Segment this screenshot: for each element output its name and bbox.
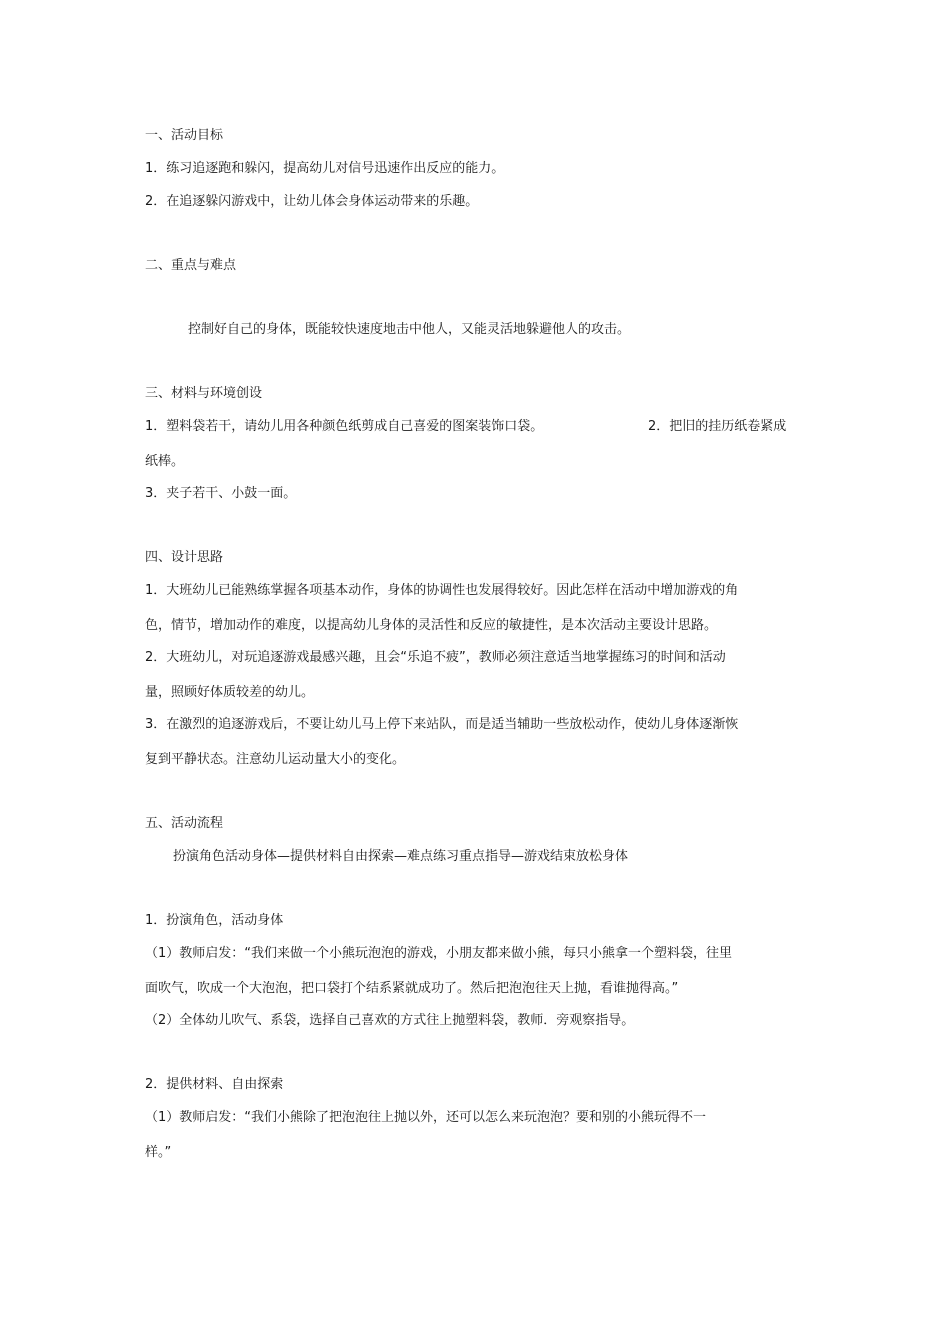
step-2-line-1: （1）教师启发：“我们小熊除了把泡泡往上抛以外，还可以怎么来玩泡泡？要和别的小熊玩得不一	[145, 1110, 707, 1125]
section-heading-focus: 二、重点与难点	[145, 258, 237, 273]
step-1-line-2: 面吹气，吹成一个大泡泡，把口袋打个结系紧就成功了。然后把泡泡往天上抛，看谁抛得高。”	[145, 981, 679, 996]
focus-body: 控制好自己的身体，既能较快速度地击中他人，又能灵活地躲避他人的攻击。	[188, 322, 631, 337]
design-line-2: 色，情节，增加动作的难度，以提高幼儿身体的灵活性和反应的敏捷性，是本次活动主要设计思路。	[145, 618, 718, 633]
section-heading-process: 五、活动流程	[145, 816, 224, 831]
materials-item-2-start: 2．把旧的挂历纸卷紧成	[648, 419, 787, 434]
design-line-4: 量，照顾好体质较差的幼儿。	[145, 685, 315, 700]
design-line-3: 2．大班幼儿，对玩追逐游戏最感兴趣，且会“乐追不疲”，教师必须注意适当地掌握练习的时间和活动	[145, 650, 726, 665]
step-1-title: 1．扮演角色，活动身体	[145, 913, 284, 928]
goal-item-1: 1．练习追逐跑和躲闪，提高幼儿对信号迅速作出反应的能力。	[145, 161, 505, 176]
materials-item-2-end: 纸棒。	[145, 454, 185, 469]
section-heading-goals: 一、活动目标	[145, 128, 224, 143]
design-line-6: 复到平静状态。注意幼儿运动量大小的变化。	[145, 752, 406, 767]
step-1-line-1: （1）教师启发：“我们来做一个小熊玩泡泡的游戏，小朋友都来做小熊，每只小熊拿一个塑料袋，往里	[145, 946, 733, 961]
design-line-5: 3．在激烈的追逐游戏后，不要让幼儿马上停下来站队，而是适当辅助一些放松动作，使幼儿身体逐渐恢	[145, 717, 739, 732]
step-1-line-3: （2）全体幼儿吹气、系袋，选择自己喜欢的方式往上抛塑料袋，教师．旁观察指导。	[145, 1013, 635, 1028]
materials-item-3: 3．夹子若干、小鼓一面。	[145, 486, 297, 501]
goal-item-2: 2．在追逐躲闪游戏中，让幼儿体会身体运动带来的乐趣。	[145, 194, 479, 209]
design-line-1: 1．大班幼儿已能熟练掌握各项基本动作，身体的协调性也发展得较好。因此怎样在活动中增加游戏的角	[145, 583, 739, 598]
materials-item-1: 1．塑料袋若干，请幼儿用各种颜色纸剪成自己喜爱的图案装饰口袋。	[145, 419, 544, 434]
step-2-title: 2．提供材料、自由探索	[145, 1077, 284, 1092]
section-heading-materials: 三、材料与环境创设	[145, 386, 263, 401]
step-2-line-2: 样。”	[145, 1145, 172, 1160]
section-heading-design: 四、设计思路	[145, 550, 224, 565]
process-flow: 扮演角色活动身体—提供材料自由探索—难点练习重点指导—游戏结束放松身体	[173, 849, 629, 864]
